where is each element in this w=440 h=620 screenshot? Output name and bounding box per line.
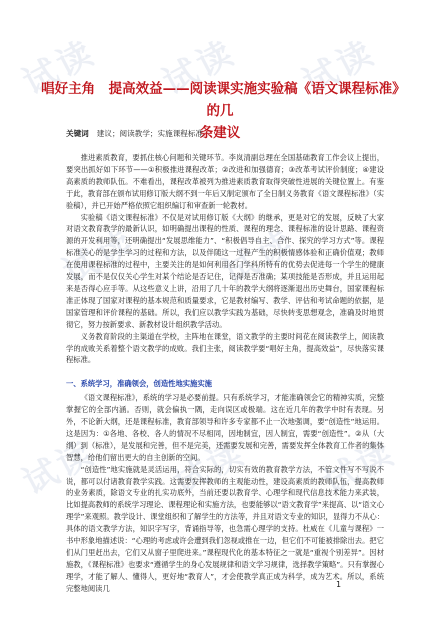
watermark: 试读 [16,32,103,104]
section-heading: 一、系统学习，准确领会，创造性地实施实施 [66,379,212,389]
keywords-label: 关键词 [66,129,89,138]
watermark: 试读 [216,222,303,294]
watermark: 试读 [316,432,403,504]
watermark: 试读 [56,222,143,294]
paragraph: 实验稿《语文课程标准》不仅是对试用修订版《大纲》的继承，更是对它的发展，反映了大家对语文教育教学的最新认识，如明确提出课程的性质、课程的理念、课程标准的设计思路、课程资源的开发利用等，还明确提出“发展思维能力”、“积极倡导自主、合作、探究的学习方式”等。课程标准关心的是学生学习的过程和方法，以及伴随这一过程产生的积极情感体验和正确价值观；教师在使用课程标准的过程中，主要关注的是如何利用各门学科所特有的优势去促进每一个学生的健康发展，而不是仅仅关心学生对某个结论是否记住，记得是否准确；某项技能是否形成，并且运用起来是否得心应手等。从这些意义上讲，沿用了几十年的教学大纲将逐渐退出历史舞台，国家课程标准正体现了国家对课程的基本规范和质量要求，它是教材编写、教学、评估和考试命题的依据，是国家管理和评价课程的基础。所以，我们应以教学实践为基础，尽快转变思想观念，准确及时地贯彻它，努力按新要求、新教材设计组织教学活动。 [66,212,384,329]
page-number: 1 [336,580,342,589]
paragraph: 《语文课程标准》，系统的学习是必要前提。只有系统学习，才能准确领会它的精神实质，完整掌握它的全部内涵。否则，就会偏执一隅，走向误区或极端。这在近几年的教学中时有表现。另外，不论新大纲，还是课程标准，教育部领导和许多专家都不止一次地强调，要“创造性”地运用。这是因为：①各地、各校、各人的情况不尽相同，因地制宜，因人制宜，需要“创造性”。②从（大纲）到（标准），是发展和完善，但不是完美，还需要发展和完善，需要发挥全体教育工作者的集体智慧，给他们留出更大的自主创新的空间。 [66,393,384,462]
paragraph: “创造性”地实施就是灵活运用，符合实际的，切实有效的教育教学方法，不管文件写不写说不说，都可以付诸教育教学实践。这需要发挥教师的主观能动性，建设高素质的教师队伍，提高教师的业务素质，除语文专业的扎实功底外，当前还要以教育学、心理学和现代信息技术能力来武装，比如提高教师的系统学习理论、课程理论和实施方法，也要能够以“语文教育学”来提高、以“语文心理学”来观照。教学设计、课堂组织和了解学生的方法等，并且对语文专业的知识，显得力不从心：具体的语文教学方法，知识字写字，背诵指导等，也急需心理学的支持。杜威在《儿童与课程》一书中形象地描述说：“心理的考虑或许会遭到我们忽视或推在一边，但它们不可能被排除出去。把它们从门里赶出去，它们又从窗子里爬进来。”课程现代化的基本特征之一就是“重视个别差异”。因材施教，《课程标准》也要求“遵循学生的身心发展规律和语文学习规律，选择教学策略”。只有掌握心理学，才能了解人、懂得人，更好地“教育人”，才会使教学真正成为科学，成为艺术。所以，系统完整地阅读几 [66,464,384,593]
watermark: 试读 [156,32,243,104]
watermark: 试读 [166,432,253,504]
document-body [66,152,384,595]
keywords-text: 建议；阅读教学；实施课程标准 [96,129,204,138]
title-line-1: 唱好主角 提高效益——阅读课实施实验稿《语文课程标准》的几 [41,81,399,119]
paragraph: 义务教育阶段的主渠道在学校，主阵地在课堂，语文教学的主要时间花在阅读教学上，阅读教学的成败关系着整个语文教学的成败。我们主张，阅读教学要“唱好主角，提高效益”，尽快落实课程标准。 [66,331,384,365]
keywords-line [66,128,386,140]
watermark: 试读 [16,432,103,504]
paragraph: 推进素质教育，要抓住核心问题和关键环节。李岚清副总理在全国基础教育工作会议上提出，要突出抓好如下环节——①积极推进课程改革；②改进和加强德育；③改革考试评价制度；④建设高素质的教师队伍。不难看出，课程改革被列为推进素质教育取得突破性进展的关键位置上。有鉴于此，教育部在颁布试用修订版大纲不到一年后又制定颁布了全日制义务教育《语文课程标准》（实验稿），并已开始严格依照它组织编订和审查新一轮教材。 [66,153,384,210]
title-line-2: 条建议 [199,125,241,141]
watermark: 试读 [296,32,383,104]
